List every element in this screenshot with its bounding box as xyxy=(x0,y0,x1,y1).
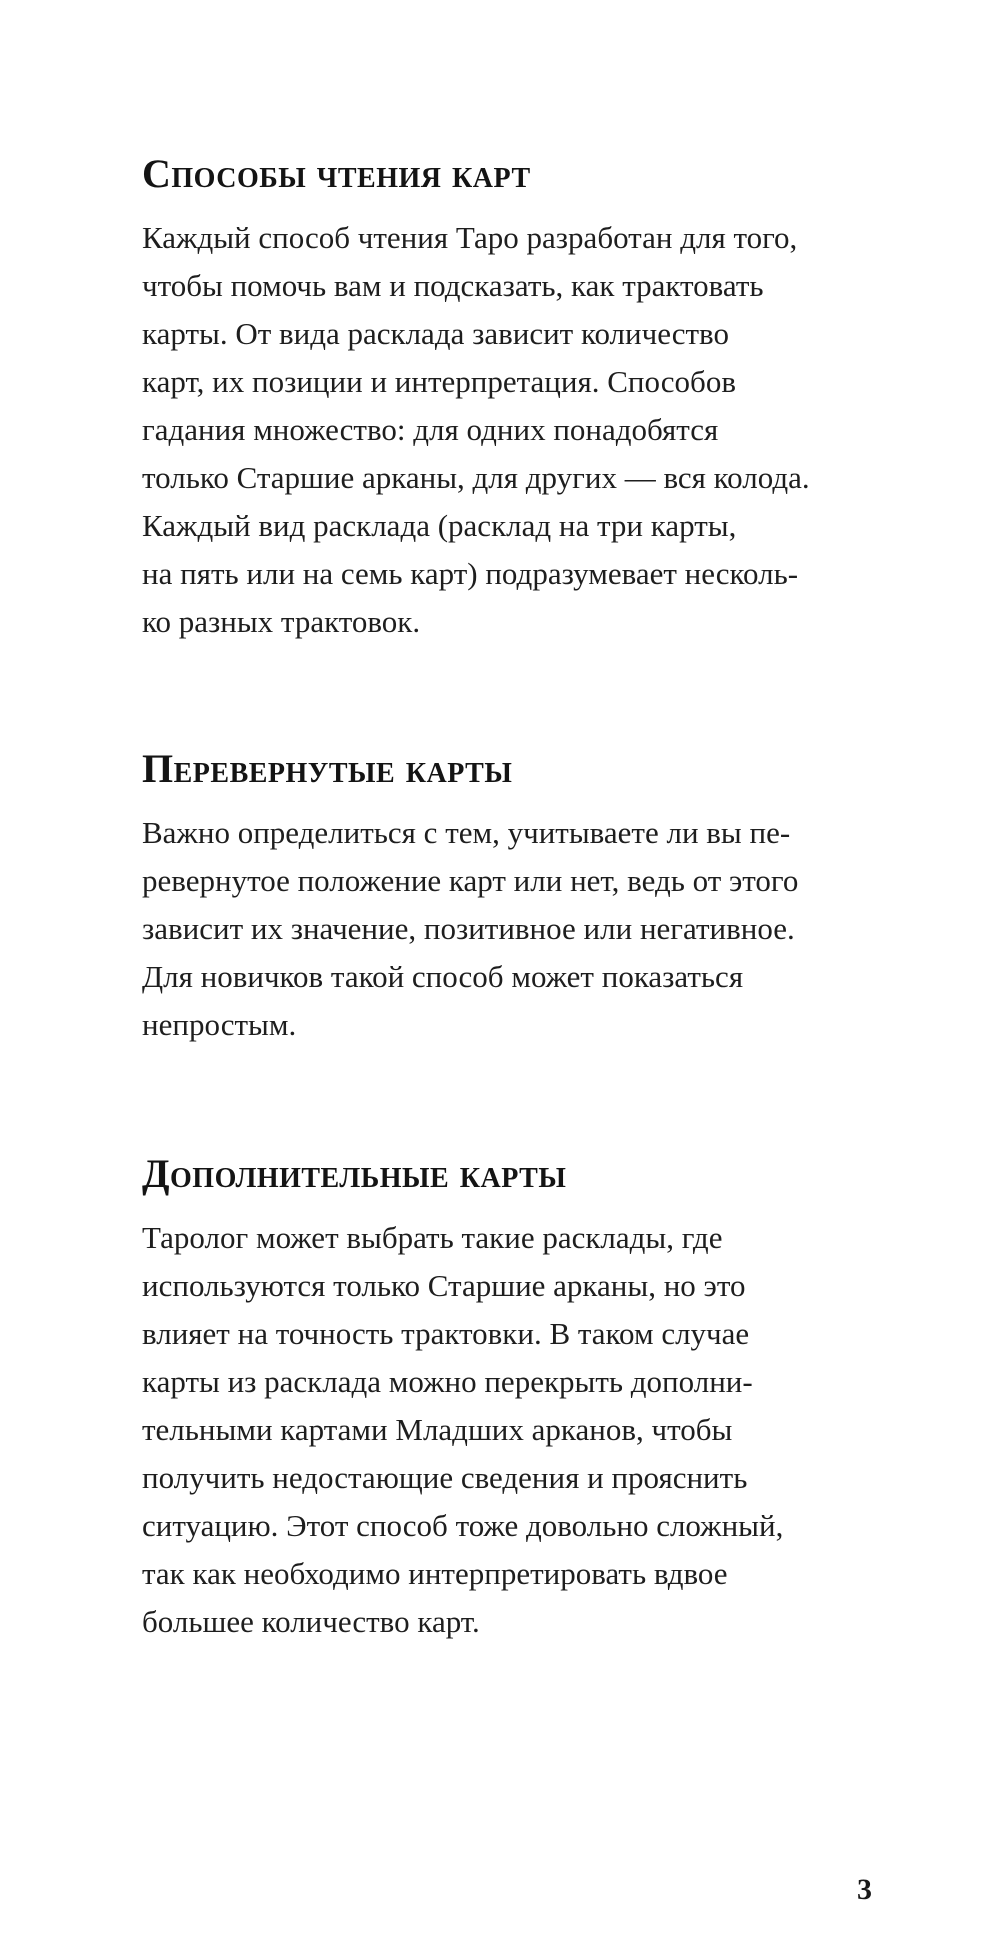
body-line: Каждый способ чтения Таро разработан для того, xyxy=(142,220,798,255)
section-body xyxy=(142,809,902,1049)
section-reading-methods xyxy=(142,150,902,646)
section-title: Перевернутые карты xyxy=(142,746,513,791)
body-line: получить недостающие сведения и прояснить xyxy=(142,1460,748,1495)
section-reversed-cards xyxy=(142,745,902,1049)
section-title: Способы чтения карт xyxy=(142,151,531,196)
body-line: влияет на точность трактовки. В таком случае xyxy=(142,1316,750,1351)
section-title: Дополнительные карты xyxy=(142,1151,567,1196)
body-line: карт, их позиции и интерпретация. Способов xyxy=(142,364,736,399)
body-line: Таролог может выбрать такие расклады, где xyxy=(142,1220,723,1255)
body-line: большее количество карт. xyxy=(142,1604,480,1639)
section-body xyxy=(142,1214,902,1646)
body-line: ситуацию. Этот способ тоже довольно сложный, xyxy=(142,1508,784,1543)
body-line: только Старшие арканы, для других — вся колода. xyxy=(142,460,810,495)
body-line: зависит их значение, позитивное или негативное. xyxy=(142,911,795,946)
body-line: так как необходимо интерпретировать вдвое xyxy=(142,1556,728,1591)
body-line: чтобы помочь вам и подсказать, как трактовать xyxy=(142,268,764,303)
body-line: гадания множество: для одних понадобятся xyxy=(142,412,719,447)
body-line: Для новичков такой способ может показаться xyxy=(142,959,744,994)
body-line: карты из расклада можно перекрыть дополни- xyxy=(142,1364,753,1399)
section-body xyxy=(142,214,902,646)
body-line: используются только Старшие арканы, но это xyxy=(142,1268,746,1303)
body-line: ревернутое положение карт или нет, ведь от этого xyxy=(142,863,799,898)
section-additional-cards xyxy=(142,1150,902,1646)
page-number: 3 xyxy=(857,1873,872,1906)
body-line: Важно определиться с тем, учитываете ли вы пе- xyxy=(142,815,791,850)
body-line: непростым. xyxy=(142,1007,297,1042)
body-line: карты. От вида расклада зависит количество xyxy=(142,316,729,351)
body-line: Каждый вид расклада (расклад на три карты, xyxy=(142,508,737,543)
body-line: на пять или на семь карт) подразумевает несколь- xyxy=(142,556,799,591)
body-line: тельными картами Младших арканов, чтобы xyxy=(142,1412,733,1447)
body-line: ко разных трактовок. xyxy=(142,604,421,639)
